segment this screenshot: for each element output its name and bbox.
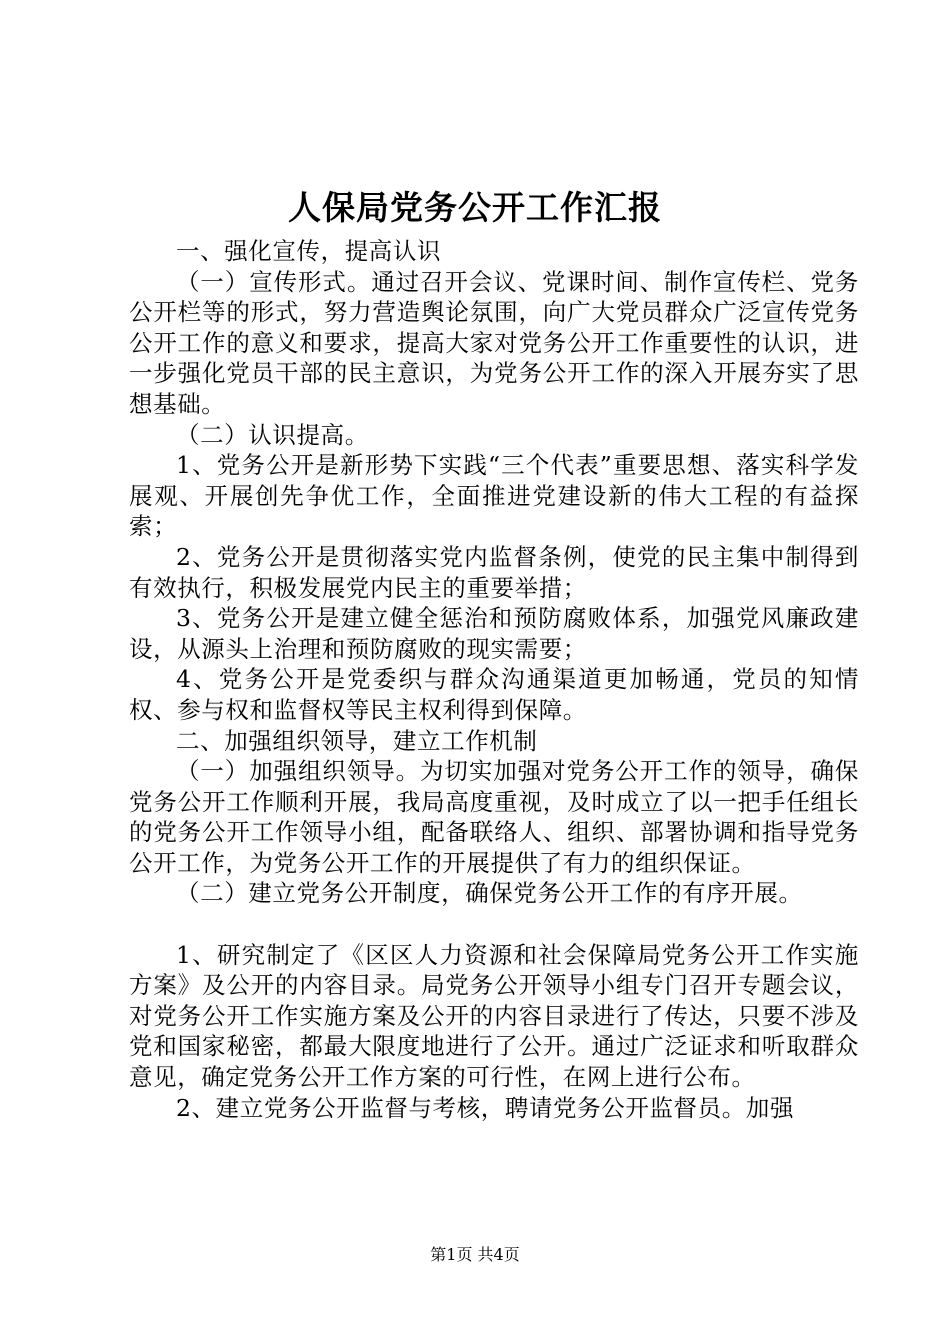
paragraph: （一）宣传形式。通过召开会议、党课时间、制作宣传栏、党务公开栏等的形式，努力营造舆论氛围，向广大党员群众广泛宣传党务公开工作的意义和要求，提高大家对党务公开工作重要性的认识，进一步强化党员干部的民主意识，为党务公开工作的深入开展夯实了思想基础。: [129, 267, 859, 418]
section-heading-1: 一、强化宣传，提高认识: [176, 237, 442, 265]
paragraph: （一）加强组织领导。为切实加强对党务公开工作的领导，确保党务公开工作顺利开展，我局高度重视，及时成立了以一把手任组长的党务公开工作领导小组，配备联络人、组织、部署协调和指导党务公开工作，为党务公开工作的开展提供了有力的组织保证。: [129, 757, 859, 877]
document-title: 人保局党务公开工作汇报: [288, 188, 662, 227]
list-item: 1、党务公开是新形势下实践“三个代表”重要思想、落实科学发展观、开展创先争优工作，全面推进党建设新的伟大工程的有益探索；: [129, 451, 859, 541]
subsection-heading: （二）认识提高。: [176, 420, 369, 449]
document-body: [129, 236, 859, 1123]
list-item: 2、建立党务公开监督与考核，聘请党务公开监督员。加强: [176, 1093, 795, 1122]
page-footer: 第1页 共4页: [430, 1245, 520, 1264]
list-item: 4、党务公开是党委织与群众沟通渠道更加畅通，党员的知情权、参与权和监督权等民主权利得到保障。: [129, 665, 859, 724]
list-item: 3、党务公开是建立健全惩治和预防腐败体系，加强党风廉政建设，从源头上治理和预防腐败的现实需要；: [129, 604, 859, 663]
blank-line: [129, 909, 859, 940]
subsection-heading: （二）建立党务公开制度，确保党务公开工作的有序开展。: [176, 879, 803, 908]
list-item: 1、研究制定了《区区人力资源和社会保障局党务公开工作实施方案》及公开的内容目录。局党务公开领导小组专门召开专题会议，对党务公开工作实施方案及公开的内容目录进行了传达，只要不涉及党和国家秘密，都最大限度地进行了公开。通过广泛证求和听取群众意见，确定党务公开工作方案的可行性，在网上进行公布。: [129, 940, 859, 1092]
section-heading-2: 二、加强组织领导，建立工作机制: [176, 726, 538, 755]
list-item: 2、党务公开是贯彻落实党内监督条例，使党的民主集中制得到有效执行，积极发展党内民主的重要举措；: [129, 542, 859, 602]
